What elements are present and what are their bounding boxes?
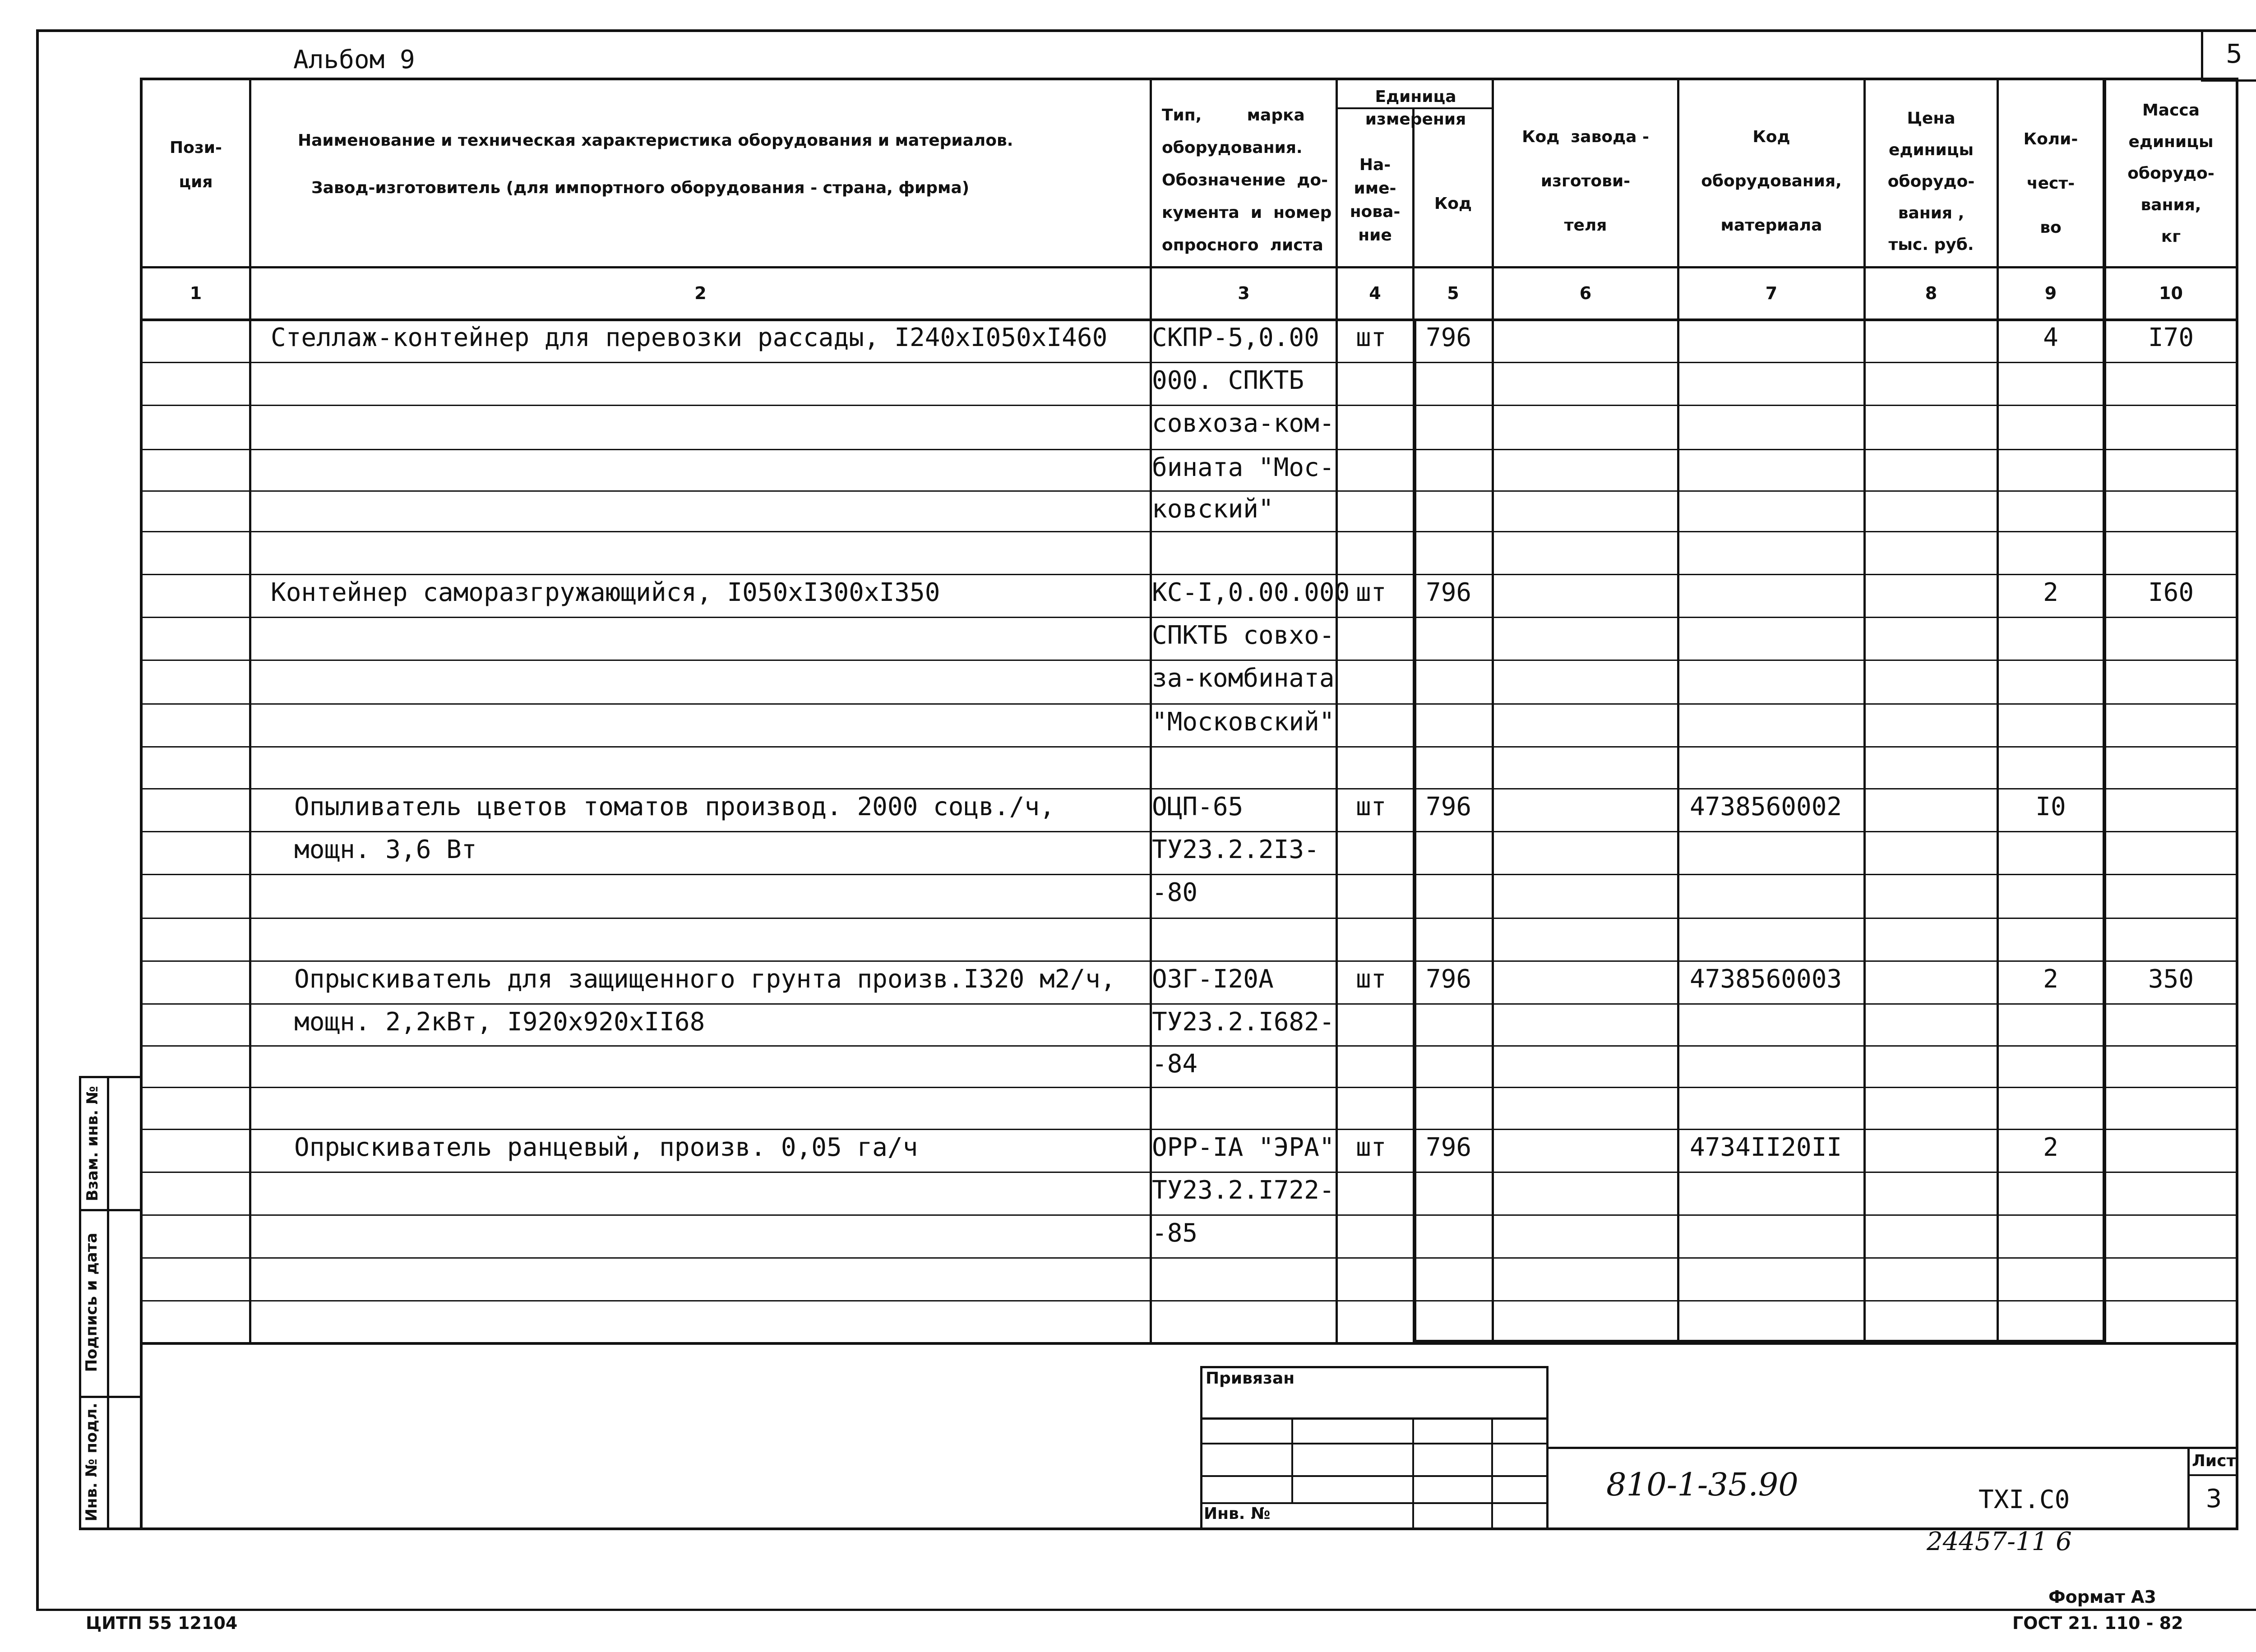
cell-unit: шт [1356,578,1387,607]
side-label-vzam: Взам. инв. № [83,1086,102,1201]
cell-qty: 4 [2043,323,2058,352]
footer-left: ЦИТП 55 12104 [86,1613,238,1633]
col-number-4: 4 [1369,283,1381,303]
header-col-unit-code: Код [1434,194,1472,213]
cell-unit-code: 796 [1426,323,1472,352]
header-col-position: Пози- ция [170,138,222,191]
cell-equip-code: 4738560003 [1690,964,1842,994]
cell-type: -84 [1152,1049,1198,1079]
cell-qty: 2 [2043,964,2058,994]
cell-unit-code: 796 [1426,792,1472,821]
cell-unit: шт [1356,323,1387,352]
cell-unit: шт [1356,964,1387,994]
col-number-6: 6 [1579,283,1592,303]
header-col-name-line1: Наименование и техническая характеристика оборудования и материалов. [298,131,1013,150]
side-label-inv-podl: Инв. № подл. [83,1403,101,1522]
cell-type: 000. СПКТБ [1152,366,1304,395]
page-number: 5 [2226,38,2242,69]
cell-name: Контейнер саморазгружающийся, I050хI300хI350 [271,578,940,607]
cell-type: -80 [1152,878,1198,907]
stamp-inv-no: Инв. № [1204,1504,1271,1523]
stamp-doc-code: 810-1-35.90 [1606,1466,1798,1503]
cell-type: КС-I,0.00.000 [1152,578,1350,607]
cell-equip-code: 4738560002 [1690,792,1842,821]
cell-unit-code: 796 [1426,578,1472,607]
row-divider [140,746,2238,748]
cell-type: за-комбината [1152,664,1335,693]
cell-mass: 350 [2148,964,2194,994]
header-col-type: Тип, марка оборудования. Обозначение до- кумента и номер опросного листа [1162,106,1332,254]
album-title: Альбом 9 [293,45,415,74]
cell-unit-code: 796 [1426,1133,1472,1162]
cell-unit: шт [1356,792,1387,821]
cell-name: Стеллаж-контейнер для перевозки рассады, I240хI050хI460 [271,323,1108,352]
col-number-10: 10 [2159,283,2183,303]
header-col-unit-group: Единица измерения [1365,88,1466,129]
stamp-handwritten-number: 24457-11 6 [1927,1527,2072,1556]
stamp-list-number: 3 [2205,1484,2222,1514]
col-number-3: 3 [1238,283,1250,303]
footer-format: Формат А3 [2048,1587,2156,1607]
col-number-1: 1 [190,283,202,303]
footer-gost: ГОСТ 21. 110 - 82 [2012,1613,2183,1633]
cell-type: -85 [1152,1218,1198,1248]
cell-type: ОЦП-65 [1152,792,1244,821]
cell-unit-code: 796 [1426,964,1472,994]
cell-name: мощн. 2,2кВт, I920х920хII68 [294,1007,705,1037]
cell-qty: 2 [2043,1133,2058,1162]
cell-type: ОРР-IА "ЭРА" [1152,1133,1335,1162]
header-col-name-line2: Завод-изготовитель (для импортного оборудования - страна, фирма) [311,179,970,197]
cell-name: Опрыскиватель для защищенного грунта произв.I320 м2/ч, [294,964,1116,994]
header-col-price: Цена единицы оборудо- вания , тыс. руб. [1887,109,1975,254]
row-divider [140,531,2238,532]
cell-type: СПКТБ совхо- [1152,621,1335,650]
cell-equip-code: 4734II20II [1690,1133,1842,1162]
row-divider [140,1342,2238,1343]
cell-type: "Московский" [1152,707,1335,737]
row-divider [140,918,2238,919]
cell-name: мощн. 3,6 Вт [294,835,477,864]
stamp-sheet-code: ТХI.С0 [1979,1485,2070,1514]
cell-qty: I0 [2035,792,2066,821]
header-col-factory-code: Код завода - изготови- теля [1522,128,1649,235]
header-col-mass: Масса единицы оборудо- вания, кг [2127,101,2214,246]
col-number-9: 9 [2044,283,2057,303]
cell-type: ТУ23.2.2I3- [1152,835,1319,864]
header-col-qty: Коли- чест- во [2023,130,2078,237]
cell-name: Опрыскиватель ранцевый, произв. 0,05 га/ч [294,1133,918,1162]
cell-mass: I70 [2148,323,2194,352]
col-number-2: 2 [694,283,707,303]
col-number-8: 8 [1925,283,1937,303]
stamp-list-label: Лист [2192,1452,2236,1470]
cell-type: СКПР-5,0.00 [1152,323,1319,352]
cell-type: ОЗГ-I20А [1152,964,1274,994]
cell-type: ТУ23.2.I682- [1152,1007,1335,1037]
cell-type: совхоза-ком- [1152,409,1335,438]
col-number-5: 5 [1447,283,1459,303]
row-divider [140,1087,2238,1088]
header-col-equip-code: Код оборудования, материала [1701,128,1842,235]
side-label-podpis: Подпись и дата [83,1232,101,1372]
row-divider [140,1300,2238,1301]
cell-type: ковский" [1152,494,1274,524]
header-col-unit-name: На- име- нова- ние [1350,156,1401,245]
col-number-7: 7 [1765,283,1778,303]
cell-type: бината "Мос- [1152,453,1335,482]
cell-mass: I60 [2148,578,2194,607]
row-divider [140,1257,2238,1259]
stamp-privyazan: Привязан [1206,1369,1295,1388]
cell-unit: шт [1356,1133,1387,1162]
cell-name: Опыливатель цветов томатов производ. 2000 соцв./ч, [294,792,1055,821]
cell-qty: 2 [2043,578,2058,607]
cell-type: ТУ23.2.I722- [1152,1176,1335,1205]
